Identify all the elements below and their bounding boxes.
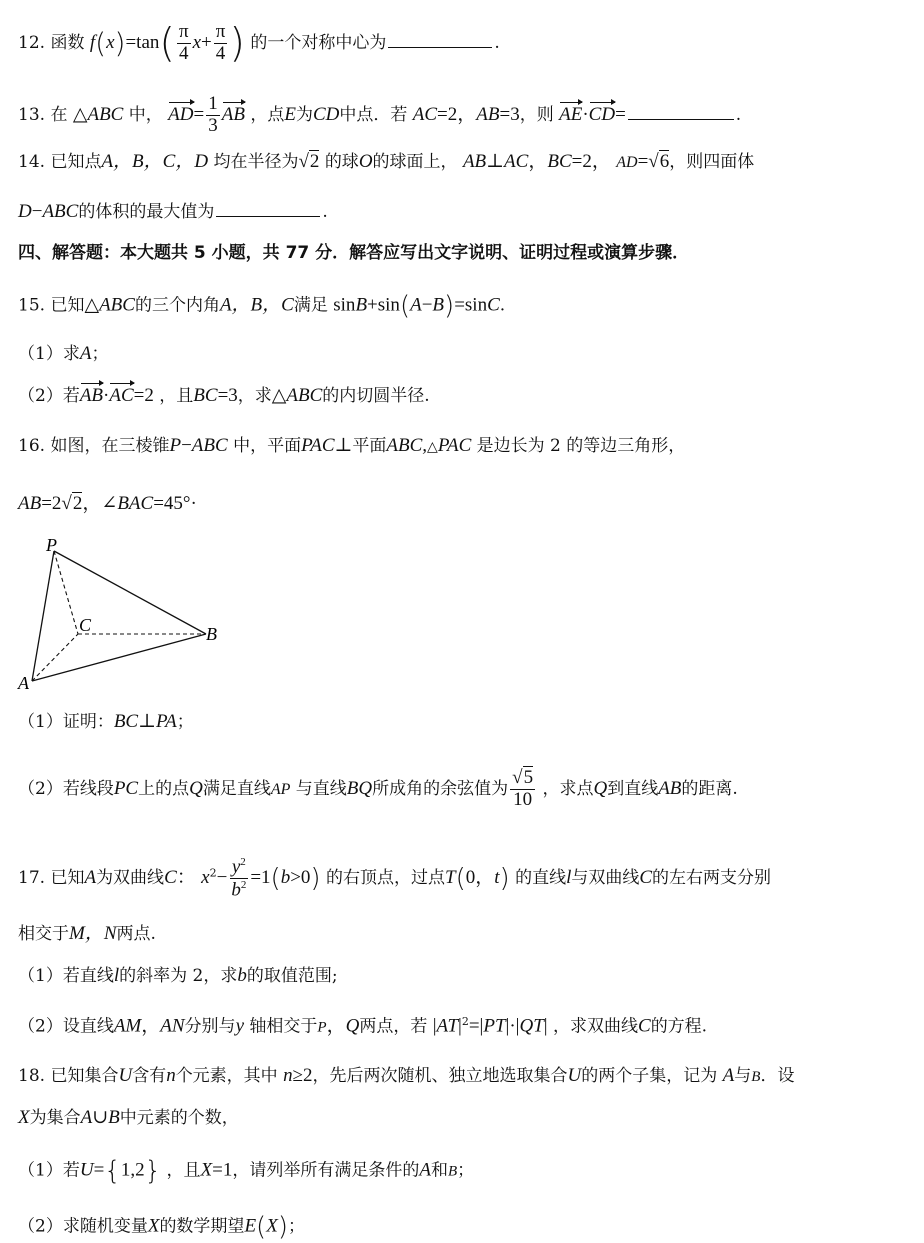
question-16: 16. 如图，在三棱锥P−ABC 中，平面PAC⊥平面ABC,△PAC 是边长为 2 的等边三角形， xyxy=(18,435,686,456)
question-16-part1: （1）证明：BC⊥PA； xyxy=(18,711,194,732)
question-17: 17. 已知A为双曲线C： $x^2-$ $\frac{y^2}{b^2}$ =1(b>0) 的右顶点，过点T(0，t) 的直线l与双曲线C的左右两支分别 xyxy=(18,856,772,901)
label-a: A xyxy=(18,673,29,693)
question-15-part2: （2）若AB·AC=2 ，且BC=3，求△ABC的内切圆半径. xyxy=(18,385,430,406)
question-17-cont: 相交于M，N两点. xyxy=(18,923,156,944)
question-13: 13. 在 △ABC 中， AD= $\frac{1}{3}$ AB ，点E为CD中点．若 AC=2，AB=3，则 AE·CD= . xyxy=(18,93,742,136)
question-16-part2: （2）若线段PC上的点Q满足直线AP 与直线BQ所成角的余弦值为 $\frac{√5}{10}$ ，求点Q到直线AB的距离. xyxy=(18,767,738,810)
label-c: C xyxy=(79,615,92,635)
answer-blank[interactable] xyxy=(628,118,734,120)
question-18-part1: （1）若U={1,2} ，且X=1，请列举所有满足条件的A和B； xyxy=(18,1156,475,1186)
answer-blank[interactable] xyxy=(388,46,492,48)
pyramid-figure xyxy=(14,533,224,693)
question-18: 18. 已知集合U含有n个元素，其中 n≥2，先后两次随机、独立地选取集合U的两个子集，记为 A与B．设 xyxy=(18,1065,795,1086)
label-p: P xyxy=(46,535,57,555)
question-18-part2: （2）求随机变量X的数学期望E(X)； xyxy=(18,1212,305,1242)
question-18-cont: X为集合A∪B中元素的个数， xyxy=(18,1107,239,1128)
question-17-part2: （2）设直线AM，AN分别与y 轴相交于P，Q两点，若 $|AT|^2=|PT|\cdot|QT|$ ，求双曲线C的方程. xyxy=(18,1015,708,1037)
answer-blank[interactable] xyxy=(216,215,320,217)
question-15: 15. 已知△ABC的三个内角A，B，C满足 sinB+sin(A−B)=sinC. xyxy=(18,291,506,321)
question-16-given: AB=2√2，∠BAC=45°· xyxy=(18,493,197,514)
question-12: 12. 函数 f(x)=tan( $\frac{\pi}{4}$ x+ $\frac{\pi}{4}$ ) 的一个对称中心为 . xyxy=(18,20,500,67)
question-17-part1: （1）若直线l的斜率为 2，求b的取值范围; xyxy=(18,965,338,986)
label-b: B xyxy=(206,624,217,644)
question-14: 14. 已知点A，B，C，D 均在半径为√2 的球O的球面上， AB⊥AC，BC=2， AD=√6，则四面体 xyxy=(18,151,755,172)
question-14-cont: D−ABC的体积的最大值为 . xyxy=(18,201,328,222)
section-heading: 四、解答题：本大题共 5 小题，共 77 分．解答应写出文字说明、证明过程或演算步骤． xyxy=(18,243,690,263)
question-15-part1: （1）求A； xyxy=(18,343,109,364)
